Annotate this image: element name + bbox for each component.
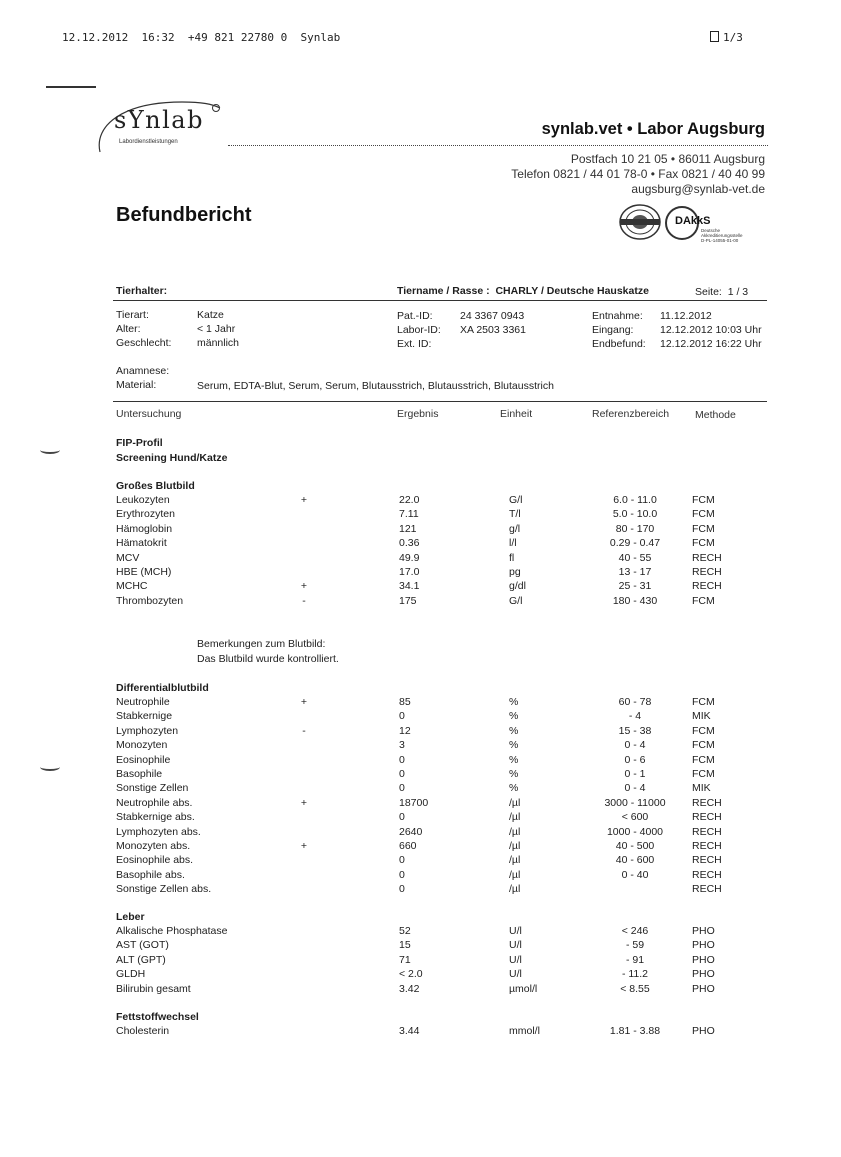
- table-row: [0, 739, 841, 753]
- test-name: Eosinophile abs.: [116, 854, 194, 867]
- table-row: [0, 954, 841, 968]
- result-value: 12: [399, 724, 411, 737]
- result-unit: %: [509, 739, 519, 752]
- result-unit: U/l: [509, 953, 522, 966]
- section-title-fett: Fettstoffwechsel: [116, 1011, 199, 1023]
- entnahme-value: 11.12.2012: [660, 310, 712, 322]
- method-code: RECH: [692, 840, 722, 852]
- result-value: 22.0: [399, 494, 420, 506]
- fax-page-icon: [710, 31, 719, 42]
- result-unit: U/l: [509, 968, 522, 981]
- table-row: [0, 725, 841, 739]
- logo-stroke: [46, 86, 96, 88]
- test-name: Sonstige Zellen: [116, 782, 189, 795]
- test-name: Thrombozyten: [116, 594, 184, 607]
- test-name: MCV: [116, 551, 140, 564]
- section-title-blutbild: Großes Blutbild: [116, 480, 195, 492]
- method-code: MIK: [692, 710, 711, 723]
- result-unit: /µl: [509, 868, 521, 881]
- test-name: Sonstige Zellen abs.: [116, 883, 212, 896]
- logo-subtitle: Labordienstleistungen: [119, 139, 178, 145]
- reference-range: 6.0 - 11.0: [613, 494, 657, 506]
- result-unit: pg: [509, 566, 521, 578]
- method-code: PHO: [692, 982, 715, 995]
- result-unit: /µl: [509, 840, 521, 852]
- test-name: Alkalische Phosphatase: [116, 925, 228, 937]
- table-row: [0, 826, 841, 840]
- species-value: Katze: [197, 309, 224, 321]
- result-unit: g/l: [509, 522, 521, 535]
- result-value: 0: [399, 811, 405, 824]
- result-value: 3: [399, 739, 405, 752]
- patid-label: Pat.-ID:: [397, 310, 433, 322]
- result-unit: G/l: [509, 594, 523, 607]
- result-value: 2640: [399, 825, 423, 838]
- result-unit: %: [509, 753, 519, 766]
- method-code: RECH: [692, 883, 722, 896]
- fax-page: [710, 31, 743, 44]
- reference-range: < 246: [621, 925, 649, 937]
- test-name: MCHC: [116, 580, 148, 593]
- test-name: Hämoglobin: [116, 522, 173, 535]
- result-unit: %: [509, 782, 519, 795]
- table-row: [0, 696, 841, 710]
- result-value: 18700: [399, 796, 429, 809]
- reference-range: - 59: [625, 939, 645, 952]
- fip-title: FIP-Profil: [116, 437, 163, 449]
- bemerkung-title: Bemerkungen zum Blutbild:: [197, 638, 326, 650]
- result-value: 15: [399, 939, 411, 952]
- result-unit: /µl: [509, 811, 521, 824]
- method-code: FCM: [692, 508, 715, 521]
- method-code: RECH: [692, 580, 722, 593]
- sex-label: Geschlecht:: [116, 337, 172, 349]
- page-label: Seite:: [695, 286, 722, 298]
- result-flag: +: [300, 580, 308, 593]
- result-unit: /µl: [509, 883, 521, 896]
- reference-range: 0 - 4: [624, 739, 646, 752]
- scan-mark: [40, 446, 60, 454]
- fax-number: +49 821 22780 0: [187, 31, 288, 44]
- page-info: [695, 286, 748, 298]
- result-flag: +: [300, 494, 308, 506]
- result-value: 17.0: [399, 566, 420, 578]
- patid-value: 24 3367 0943: [460, 310, 525, 322]
- fax-date: 12.12.2012: [62, 31, 129, 44]
- result-value: 3.44: [399, 1025, 420, 1037]
- test-name: Neutrophile abs.: [116, 796, 193, 809]
- reference-range: 0 - 4: [624, 782, 646, 795]
- test-name: Cholesterin: [116, 1025, 170, 1037]
- result-value: 85: [399, 696, 411, 708]
- result-unit: l/l: [509, 537, 517, 550]
- test-name: Lymphozyten abs.: [116, 825, 201, 838]
- test-name: Leukozyten: [116, 494, 170, 506]
- test-name: Stabkernige abs.: [116, 811, 195, 824]
- fax-header: [62, 31, 340, 44]
- table-row: [0, 508, 841, 522]
- reference-range: - 4: [628, 710, 642, 723]
- result-value: 49.9: [399, 551, 420, 564]
- test-name: HBE (MCH): [116, 566, 172, 578]
- table-row: [0, 983, 841, 997]
- test-name: Monozyten: [116, 739, 168, 752]
- method-code: RECH: [692, 566, 722, 578]
- table-row: [0, 595, 841, 609]
- table-row: [0, 1025, 841, 1039]
- age-label: Alter:: [116, 323, 141, 335]
- method-code: RECH: [692, 854, 722, 867]
- table-row: [0, 580, 841, 594]
- reference-range: 1.81 - 3.88: [609, 1025, 661, 1037]
- test-name: Basophile: [116, 768, 163, 780]
- table-row: [0, 811, 841, 825]
- method-code: FCM: [692, 494, 715, 506]
- method-code: PHO: [692, 953, 715, 966]
- reference-range: 60 - 78: [618, 696, 652, 708]
- result-value: 175: [399, 594, 417, 607]
- animal-value: CHARLY / Deutsche Hauskatze: [495, 285, 649, 297]
- reference-range: 25 - 31: [618, 580, 652, 593]
- table-row: [0, 854, 841, 868]
- result-unit: U/l: [509, 925, 522, 937]
- result-unit: mmol/l: [509, 1025, 540, 1037]
- result-unit: T/l: [509, 508, 521, 521]
- result-unit: %: [509, 724, 519, 737]
- table-row: [0, 710, 841, 724]
- lab-address: Postfach 10 21 05 • 86011 Augsburg: [570, 152, 765, 166]
- page-value: 1 / 3: [727, 286, 749, 298]
- fax-time: 16:32: [141, 31, 175, 44]
- test-name: AST (GOT): [116, 939, 169, 952]
- test-name: Neutrophile: [116, 696, 170, 708]
- test-name: ALT (GPT): [116, 953, 166, 966]
- reference-range: - 91: [625, 953, 645, 966]
- result-flag: +: [300, 796, 308, 809]
- sex-value: männlich: [197, 337, 240, 349]
- animal-info: [397, 285, 649, 297]
- method-code: FCM: [692, 594, 715, 607]
- method-code: MIK: [692, 782, 711, 795]
- col-unit: Einheit: [500, 408, 533, 420]
- table-row: [0, 925, 841, 939]
- reference-range: 0 - 40: [621, 868, 649, 881]
- material-label: Material:: [116, 379, 157, 391]
- test-name: Monozyten abs.: [116, 840, 191, 852]
- col-test: Untersuchung: [116, 408, 182, 420]
- table-row: [0, 566, 841, 580]
- result-unit: G/l: [509, 494, 523, 506]
- test-name: GLDH: [116, 968, 146, 981]
- reference-range: 3000 - 11000: [604, 796, 666, 809]
- method-code: PHO: [692, 1025, 715, 1037]
- scan-mark: [40, 763, 60, 771]
- result-value: 0: [399, 868, 405, 881]
- result-value: 71: [399, 953, 411, 966]
- result-flag: -: [302, 594, 306, 607]
- lab-email: augsburg@synlab-vet.de: [631, 182, 765, 196]
- col-reference: Referenzbereich: [592, 408, 670, 420]
- table-row: [0, 552, 841, 566]
- result-value: 121: [399, 522, 417, 535]
- result-value: 0: [399, 710, 405, 723]
- table-row: [0, 968, 841, 982]
- laborid-value: XA 2503 3361: [460, 324, 526, 336]
- reference-range: < 600: [621, 811, 649, 824]
- result-value: 0: [399, 854, 405, 867]
- reference-range: 5.0 - 10.0: [612, 508, 658, 521]
- reference-range: 180 - 430: [612, 594, 658, 607]
- logo-text: sYnlab: [114, 106, 204, 134]
- result-unit: /µl: [509, 796, 521, 809]
- reference-range: 13 - 17: [618, 566, 652, 578]
- test-name: Hämatokrit: [116, 537, 167, 550]
- section-title-leber: Leber: [116, 911, 145, 923]
- result-value: 52: [399, 925, 411, 937]
- eingang-label: Eingang:: [592, 324, 634, 336]
- method-code: RECH: [692, 796, 722, 809]
- result-unit: fl: [509, 551, 515, 564]
- reference-range: 40 - 600: [615, 854, 655, 867]
- owner-label: Tierhalter:: [116, 285, 168, 297]
- col-method: Methode: [695, 409, 736, 421]
- age-value: < 1 Jahr: [197, 323, 236, 335]
- reference-range: 0.29 - 0.47: [609, 537, 661, 550]
- table-row: [0, 768, 841, 782]
- method-code: FCM: [692, 696, 715, 708]
- dakks-seal: [665, 205, 757, 245]
- endbefund-value: 12.12.2012 16:22 Uhr: [660, 338, 762, 350]
- method-code: FCM: [692, 739, 715, 752]
- result-unit: µmol/l: [509, 982, 538, 995]
- table-row: [0, 883, 841, 897]
- entnahme-label: Entnahme:: [592, 310, 643, 322]
- result-unit: g/dl: [509, 580, 526, 593]
- test-name: Basophile abs.: [116, 868, 185, 881]
- result-value: < 2.0: [399, 968, 423, 981]
- patient-divider: [113, 300, 767, 301]
- laborid-label: Labor-ID:: [397, 324, 441, 336]
- eingang-value: 12.12.2012 10:03 Uhr: [660, 324, 762, 336]
- test-name: Lymphozyten: [116, 724, 179, 737]
- dakks-code: D-PL-14055-01-00: [701, 238, 739, 243]
- result-unit: %: [509, 710, 519, 723]
- dakks-sub1: Deutsche: [701, 228, 721, 233]
- result-flag: +: [300, 840, 308, 852]
- test-name: Erythrozyten: [116, 508, 175, 521]
- result-value: 0: [399, 883, 405, 896]
- test-name: Stabkernige: [116, 710, 173, 723]
- reference-range: - 11.2: [621, 968, 649, 981]
- reference-range: 40 - 55: [618, 551, 652, 564]
- fip-subtitle: Screening Hund/Katze: [116, 452, 228, 464]
- table-row: [0, 537, 841, 551]
- method-code: RECH: [692, 825, 722, 838]
- result-flag: -: [302, 724, 306, 737]
- method-code: FCM: [692, 537, 715, 550]
- section-title-diff: Differentialblutbild: [116, 682, 209, 694]
- table-row: [0, 754, 841, 768]
- result-value: 0: [399, 782, 405, 795]
- fax-page-number: 1/3: [723, 31, 743, 44]
- table-row: [0, 840, 841, 854]
- anamnese-label: Anamnese:: [116, 365, 170, 377]
- lab-name: synlab.vet • Labor Augsburg: [541, 120, 765, 138]
- result-value: 660: [399, 840, 417, 852]
- dakks-sub2: Akkreditierungsstelle: [701, 233, 743, 238]
- material-value: Serum, EDTA-Blut, Serum, Serum, Blutausstrich, Blutausstrich, Blutausstrich: [197, 380, 554, 392]
- table-row: [0, 782, 841, 796]
- result-value: 0: [399, 768, 405, 780]
- reference-range: < 8.55: [620, 982, 650, 995]
- result-flag: +: [300, 696, 308, 708]
- method-code: FCM: [692, 768, 715, 780]
- result-value: 7.11: [399, 508, 419, 521]
- method-code: RECH: [692, 551, 722, 564]
- result-value: 34.1: [399, 580, 420, 593]
- test-name: Bilirubin gesamt: [116, 982, 191, 995]
- reference-range: 1000 - 4000: [606, 825, 664, 838]
- method-code: FCM: [692, 522, 715, 535]
- table-row: [0, 523, 841, 537]
- method-code: FCM: [692, 753, 715, 766]
- method-code: PHO: [692, 968, 715, 981]
- col-result: Ergebnis: [397, 408, 439, 420]
- reference-range: 40 - 500: [615, 840, 655, 852]
- result-value: 0: [399, 753, 405, 766]
- material-divider: [113, 401, 767, 402]
- page-title: Befundbericht: [116, 204, 252, 226]
- table-row: [0, 494, 841, 508]
- species-label: Tierart:: [116, 309, 149, 321]
- method-code: PHO: [692, 939, 715, 952]
- reference-range: 80 - 170: [615, 522, 655, 535]
- result-unit: U/l: [509, 939, 522, 952]
- extid-label: Ext. ID:: [397, 338, 432, 350]
- reference-range: 0 - 1: [624, 768, 646, 780]
- table-row: [0, 939, 841, 953]
- table-row: [0, 797, 841, 811]
- accreditation-seal-icon: [618, 203, 662, 241]
- result-unit: %: [509, 768, 519, 780]
- endbefund-label: Endbefund:: [592, 338, 646, 350]
- lab-phone: Telefon 0821 / 44 01 78-0 • Fax 0821 / 40 40 99: [511, 167, 765, 181]
- bemerkung-text: Das Blutbild wurde kontrolliert.: [197, 653, 339, 665]
- result-value: 0.36: [399, 537, 420, 550]
- animal-label: Tiername / Rasse :: [397, 285, 490, 297]
- test-name: Eosinophile: [116, 753, 171, 766]
- dakks-label: DAkkS: [675, 215, 711, 227]
- reference-range: 15 - 38: [618, 724, 652, 737]
- header-divider: [228, 145, 768, 146]
- fax-sender: Synlab: [300, 31, 341, 44]
- result-unit: /µl: [509, 854, 521, 867]
- method-code: RECH: [692, 811, 722, 824]
- result-unit: %: [509, 696, 519, 708]
- method-code: FCM: [692, 724, 715, 737]
- reference-range: 0 - 6: [624, 753, 646, 766]
- method-code: RECH: [692, 868, 722, 881]
- result-unit: /µl: [509, 825, 521, 838]
- result-value: 3.42: [399, 982, 420, 995]
- table-row: [0, 869, 841, 883]
- method-code: PHO: [692, 925, 715, 937]
